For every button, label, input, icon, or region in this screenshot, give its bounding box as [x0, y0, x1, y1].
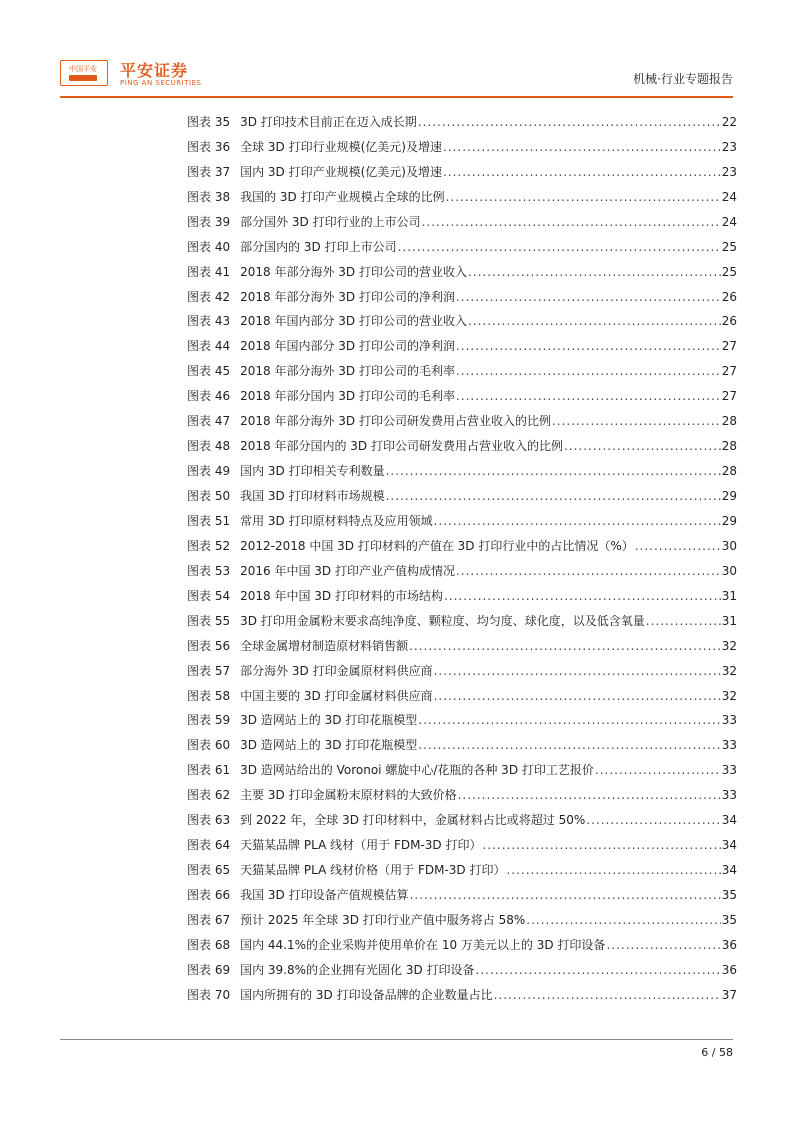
- toc-label: 图表 43: [187, 314, 231, 329]
- toc-label: 图表 53: [187, 563, 231, 578]
- toc-title: 2018 年中国 3D 打印材料的市场结构: [240, 588, 443, 603]
- toc-title: 我国 3D 打印材料市场规模: [240, 489, 385, 504]
- toc-title: 3D 打印技术目前正在迈入成长期: [240, 114, 417, 129]
- toc-page: 36: [721, 962, 737, 977]
- toc-label: 图表 59: [187, 713, 231, 728]
- toc-entry[interactable]: [187, 783, 737, 808]
- toc-title: 我国的 3D 打印产业规模占全球的比例: [240, 189, 445, 204]
- toc-title: 到 2022 年，全球 3D 打印材料中，金属材料占比或将超过 50%: [240, 813, 586, 828]
- toc-title: 3D 造网站给出的 Voronoi 螺旋中心/花瓶的各种 3D 打印工艺报价: [240, 763, 594, 778]
- toc-label: 图表 70: [187, 987, 231, 1002]
- toc-leader-dots: [595, 758, 721, 783]
- toc-entry[interactable]: [187, 883, 737, 908]
- toc-entry[interactable]: [187, 409, 737, 434]
- toc-leader-dots: [418, 708, 720, 733]
- toc-title: 2018 年国内部分 3D 打印公司的营业收入: [240, 314, 467, 329]
- toc-label: 图表 42: [187, 289, 231, 304]
- logo-bar: [69, 75, 97, 81]
- toc-leader-dots: [476, 958, 721, 983]
- toc-entry[interactable]: [187, 858, 737, 883]
- toc-entry[interactable]: [187, 584, 737, 609]
- toc-label: 图表 46: [187, 389, 231, 404]
- toc-label: 图表 67: [187, 912, 231, 927]
- toc-label: 图表 41: [187, 264, 231, 279]
- toc-entry[interactable]: [187, 758, 737, 783]
- toc-leader-dots: [456, 359, 721, 384]
- toc-leader-dots: [434, 684, 721, 709]
- toc-label: 图表 69: [187, 962, 231, 977]
- toc-leader-dots: [418, 110, 721, 135]
- toc-label: 图表 55: [187, 613, 231, 628]
- toc-label: 图表 56: [187, 638, 231, 653]
- toc-label: 图表 37: [187, 164, 231, 179]
- toc-leader-dots: [468, 309, 721, 334]
- toc-entry[interactable]: [187, 334, 737, 359]
- brand-name: 平安证券: [120, 61, 189, 80]
- toc-label: 图表 40: [187, 239, 231, 254]
- toc-title: 部分海外 3D 打印金属原材料供应商: [240, 663, 433, 678]
- toc-title: 2018 年部分国内的 3D 打印公司研发费用占营业收入的比例: [240, 439, 563, 454]
- footer-divider: [60, 1039, 733, 1040]
- toc-title: 常用 3D 打印原材料特点及应用领域: [240, 513, 433, 528]
- toc-title: 2018 年部分海外 3D 打印公司的净利润: [240, 289, 455, 304]
- toc-entry[interactable]: [187, 359, 737, 384]
- toc-page: 33: [721, 763, 737, 778]
- toc-leader-dots: [456, 384, 721, 409]
- toc-title: 天猫某品牌 PLA 线材（用于 FDM-3D 打印）: [240, 838, 482, 853]
- toc-page: 23: [721, 164, 737, 179]
- header-divider: [60, 96, 733, 98]
- toc-leader-dots: [564, 434, 721, 459]
- toc-entry[interactable]: [187, 484, 737, 509]
- toc-leader-dots: [410, 883, 721, 908]
- toc-page: 24: [721, 214, 737, 229]
- toc-entry[interactable]: [187, 684, 737, 709]
- toc-page: 28: [721, 414, 737, 429]
- toc-entry[interactable]: [187, 933, 737, 958]
- toc-entry[interactable]: [187, 434, 737, 459]
- toc-leader-dots: [446, 185, 721, 210]
- toc-label: 图表 38: [187, 189, 231, 204]
- toc-title: 2018 年部分海外 3D 打印公司的营业收入: [240, 264, 467, 279]
- toc-entry[interactable]: [187, 709, 737, 734]
- toc-title: 2018 年部分国内 3D 打印公司的毛利率: [240, 389, 455, 404]
- toc-page: 29: [721, 489, 737, 504]
- toc-page: 27: [721, 339, 737, 354]
- toc-title: 我国 3D 打印设备产值规模估算: [240, 888, 409, 903]
- toc-label: 图表 54: [187, 588, 231, 603]
- toc-label: 图表 45: [187, 364, 231, 379]
- page-number: 6 / 58: [701, 1046, 733, 1059]
- toc-entry[interactable]: [187, 459, 737, 484]
- toc-entry[interactable]: [187, 609, 737, 634]
- toc-leader-dots: [418, 733, 720, 758]
- toc-entry[interactable]: [187, 983, 737, 1008]
- toc-leader-dots: [468, 260, 721, 285]
- toc-entry[interactable]: [187, 210, 737, 235]
- toc-entry[interactable]: [187, 509, 737, 534]
- toc-leader-dots: [494, 983, 721, 1008]
- toc-page: 35: [721, 912, 737, 927]
- toc-title: 全球金属增材制造原材料销售额: [240, 638, 409, 653]
- toc-page: 26: [721, 289, 737, 304]
- toc-label: 图表 62: [187, 788, 231, 803]
- pingan-logo: [60, 60, 108, 86]
- toc-page: 24: [721, 189, 737, 204]
- toc-title: 2012-2018 中国 3D 打印材料的产值在 3D 打印行业中的占比情况（%）: [240, 538, 634, 553]
- page-header: [60, 58, 733, 96]
- toc-leader-dots: [434, 509, 721, 534]
- toc-entry[interactable]: [187, 534, 737, 559]
- toc-leader-dots: [386, 484, 721, 509]
- toc-page: 31: [721, 588, 737, 603]
- toc-title: 主要 3D 打印金属粉末原材料的大致价格: [240, 788, 457, 803]
- toc-leader-dots: [456, 285, 721, 310]
- toc-page: 34: [721, 838, 737, 853]
- toc-title: 中国主要的 3D 打印金属材料供应商: [240, 688, 433, 703]
- toc-label: 图表 61: [187, 763, 231, 778]
- toc-label: 图表 65: [187, 863, 231, 878]
- toc-title: 2016 年中国 3D 打印产业产值构成情况: [240, 563, 455, 578]
- toc-label: 图表 52: [187, 538, 231, 553]
- toc-entry[interactable]: [187, 958, 737, 983]
- toc-page: 32: [721, 688, 737, 703]
- toc-label: 图表 47: [187, 414, 231, 429]
- toc-label: 图表 36: [187, 139, 231, 154]
- toc-page: 30: [721, 563, 737, 578]
- toc-title: 部分国外 3D 打印行业的上市公司: [240, 214, 421, 229]
- toc-entry[interactable]: [187, 833, 737, 858]
- toc-page: 34: [721, 813, 737, 828]
- toc-label: 图表 64: [187, 838, 231, 853]
- toc-title: 国内 3D 打印相关专利数量: [240, 464, 385, 479]
- brand-english: PING AN SECURITIES: [120, 79, 202, 87]
- toc-page: 25: [721, 239, 737, 254]
- toc-entry[interactable]: [187, 110, 737, 135]
- toc-label: 图表 68: [187, 937, 231, 952]
- toc-page: 32: [721, 663, 737, 678]
- toc-page: 34: [721, 863, 737, 878]
- toc-label: 图表 35: [187, 114, 231, 129]
- toc-label: 图表 50: [187, 489, 231, 504]
- figure-index: [187, 110, 737, 1008]
- toc-page: 25: [721, 264, 737, 279]
- toc-page: 30: [721, 538, 737, 553]
- toc-label: 图表 39: [187, 214, 231, 229]
- toc-label: 图表 48: [187, 439, 231, 454]
- toc-entry[interactable]: [187, 559, 737, 584]
- toc-page: 32: [721, 638, 737, 653]
- toc-leader-dots: [458, 783, 721, 808]
- toc-title: 3D 造网站上的 3D 打印花瓶模型: [240, 738, 418, 753]
- toc-title: 部分国内的 3D 打印上市公司: [240, 239, 397, 254]
- toc-entry[interactable]: [187, 733, 737, 758]
- toc-leader-dots: [443, 160, 721, 185]
- toc-page: 28: [721, 464, 737, 479]
- toc-title: 3D 造网站上的 3D 打印花瓶模型: [240, 713, 418, 728]
- toc-leader-dots: [444, 584, 721, 609]
- toc-entry[interactable]: [187, 160, 737, 185]
- toc-leader-dots: [456, 559, 721, 584]
- toc-leader-dots: [434, 659, 721, 684]
- toc-leader-dots: [526, 908, 720, 933]
- toc-title: 3D 打印用金属粉末要求高纯净度、颗粒度、均匀度、球化度，以及低含氧量: [240, 613, 645, 628]
- toc-leader-dots: [586, 808, 720, 833]
- toc-label: 图表 57: [187, 663, 231, 678]
- toc-label: 图表 66: [187, 888, 231, 903]
- toc-entry[interactable]: [187, 659, 737, 684]
- toc-entry[interactable]: [187, 185, 737, 210]
- toc-title: 预计 2025 年全球 3D 打印行业产值中服务将占 58%: [240, 912, 526, 927]
- toc-page: 35: [721, 888, 737, 903]
- toc-page: 28: [721, 439, 737, 454]
- toc-entry[interactable]: [187, 310, 737, 335]
- toc-entry[interactable]: [187, 260, 737, 285]
- toc-title: 2018 年国内部分 3D 打印公司的净利润: [240, 339, 455, 354]
- toc-leader-dots: [398, 235, 721, 260]
- toc-leader-dots: [552, 409, 721, 434]
- toc-page: 26: [721, 314, 737, 329]
- toc-title: 国内所拥有的 3D 打印设备品牌的企业数量占比: [240, 987, 493, 1002]
- toc-label: 图表 51: [187, 513, 231, 528]
- toc-title: 国内 3D 打印产业规模(亿美元)及增速: [240, 164, 442, 179]
- toc-title: 国内 44.1%的企业采购并使用单价在 10 万美元以上的 3D 打印设备: [240, 937, 606, 952]
- toc-entry[interactable]: [187, 235, 737, 260]
- toc-entry[interactable]: [187, 135, 737, 160]
- toc-label: 图表 60: [187, 738, 231, 753]
- toc-leader-dots: [506, 858, 720, 883]
- toc-leader-dots: [386, 459, 721, 484]
- toc-page: 33: [721, 738, 737, 753]
- toc-label: 图表 44: [187, 339, 231, 354]
- toc-title: 全球 3D 打印行业规模(亿美元)及增速: [240, 139, 442, 154]
- toc-leader-dots: [606, 933, 720, 958]
- toc-page: 23: [721, 139, 737, 154]
- toc-leader-dots: [456, 334, 721, 359]
- toc-leader-dots: [635, 534, 721, 559]
- toc-entry[interactable]: [187, 908, 737, 933]
- toc-page: 27: [721, 364, 737, 379]
- toc-page: 27: [721, 389, 737, 404]
- toc-page: 31: [721, 613, 737, 628]
- toc-entry[interactable]: [187, 384, 737, 409]
- logo-text: 中国平安: [69, 65, 97, 73]
- toc-page: 36: [721, 937, 737, 952]
- toc-title: 2018 年部分海外 3D 打印公司的毛利率: [240, 364, 455, 379]
- toc-label: 图表 63: [187, 813, 231, 828]
- toc-label: 图表 58: [187, 688, 231, 703]
- toc-title: 天猫某品牌 PLA 线材价格（用于 FDM-3D 打印）: [240, 863, 506, 878]
- toc-page: 33: [721, 788, 737, 803]
- toc-leader-dots: [646, 609, 721, 634]
- report-category: 机械·行业专题报告: [633, 72, 733, 86]
- toc-page: 29: [721, 513, 737, 528]
- toc-leader-dots: [443, 135, 721, 160]
- toc-title: 国内 39.8%的企业拥有光固化 3D 打印设备: [240, 962, 475, 977]
- toc-entry[interactable]: [187, 285, 737, 310]
- toc-entry[interactable]: [187, 808, 737, 833]
- toc-entry[interactable]: [187, 634, 737, 659]
- toc-page: 22: [721, 114, 737, 129]
- toc-leader-dots: [482, 833, 720, 858]
- toc-title: 2018 年部分海外 3D 打印公司研发费用占营业收入的比例: [240, 414, 551, 429]
- toc-page: 37: [721, 987, 737, 1002]
- toc-page: 33: [721, 713, 737, 728]
- toc-leader-dots: [422, 210, 721, 235]
- toc-label: 图表 49: [187, 464, 231, 479]
- toc-leader-dots: [409, 634, 721, 659]
